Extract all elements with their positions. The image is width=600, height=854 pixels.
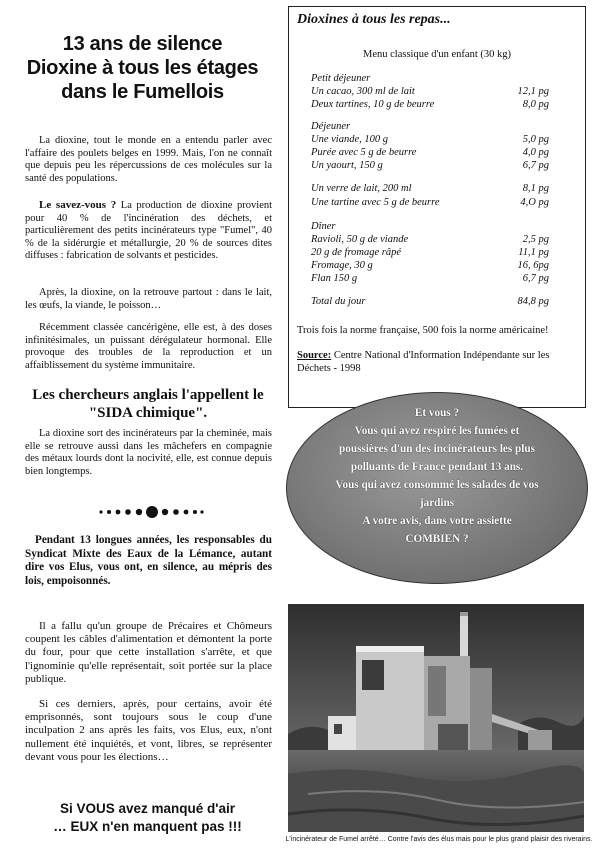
- savez-vous-paragraph: [25, 199, 272, 263]
- incinerator-photo: [288, 604, 584, 832]
- oval-line: jardins: [419, 497, 455, 509]
- menu-row-value: [489, 121, 549, 134]
- menu-source: [297, 349, 579, 375]
- menu-row-value: 8,0 pg: [522, 99, 549, 110]
- pendant-paragraph: Pendant 13 longues années, les responsables du Syndicat Mixte des Eaux de la Lémance, autant dire vos Elus, vous ont, en silence, au mépris des lois, empoisonnés.: [25, 534, 272, 587]
- menu-row-value: 2,5 pg: [522, 234, 549, 245]
- menu-row-value: 11,1 pg: [518, 247, 549, 258]
- menu-row-label: Une tartine avec 5 g de beurre: [311, 197, 440, 208]
- menu-row-value: 8,1 pg: [522, 183, 549, 194]
- menu-row-label: Fromage, 30 g: [311, 260, 373, 271]
- menu-row-label: Ravioli, 50 g de viande: [311, 234, 409, 245]
- oval-line: Vous qui avez respiré les fumées et: [354, 425, 520, 437]
- oval-text: [300, 404, 574, 548]
- menu-row-label: Un verre de lait, 200 ml: [311, 183, 412, 194]
- oval-line: Vous qui avez consommé les salades de vos: [335, 479, 539, 491]
- oval-line: poussières d'un des incinérateurs les plus: [339, 443, 535, 455]
- menu-box: [288, 6, 586, 408]
- oval-line: Et vous ?: [414, 407, 460, 419]
- menu-subtitle: Menu classique d'un enfant (30 kg): [363, 49, 511, 60]
- menu-section-header: [311, 73, 549, 86]
- menu-row-value: 12,1 pg: [517, 86, 549, 97]
- menu-row-label: Flan 150 g: [311, 273, 358, 284]
- menu-row: [311, 86, 549, 99]
- menu-row-value: 16, 6pg: [517, 260, 549, 271]
- menu-row-value: 4,O pg: [520, 197, 549, 208]
- menu-total-row: [311, 296, 549, 309]
- apres-paragraph: Après, la dioxine, on la retrouve partout : dans le lait, les œufs, la viande, le poisson…: [25, 287, 272, 311]
- source-text: Centre National d'Information Indépendante sur les Déchets - 1998: [297, 350, 550, 374]
- page-title: [20, 32, 265, 104]
- menu-row-label: Une viande, 100 g: [311, 134, 388, 145]
- title-line: 13 ans de silence: [62, 33, 223, 55]
- slogan: [20, 800, 275, 836]
- intro-paragraph: La dioxine, tout le monde en a entendu parler avec l'affaire des poulets belges en 1999. Mais, l'on ne connaît que depuis peu les répercussions de ces molécules sur la santé des populations.: [25, 135, 272, 184]
- menu-row-label: Un yaourt, 150 g: [311, 160, 383, 171]
- menu-row-label: 20 g de fromage râpé: [311, 247, 402, 258]
- savez-vous-text: La production de dioxine provient pour 40 % de l'incinération des déchets, et particulièrement des petits incinérateurs type "Fumel", 40 % de la sidérurgie et métallurgie, 20 % de sources dites diffuses : fabrication de solvants et pesticides.: [25, 200, 273, 262]
- incinerateur-paragraph: La dioxine sort des incinérateurs par la cheminée, mais elle se retrouve aussi dans les mâchefers en compagnie des métaux lourds dont la nocivité, elle, est connue depuis bien longtemps.: [25, 428, 272, 477]
- norm-text: Trois fois la norme française, 500 fois la norme américaine!: [297, 325, 549, 336]
- menu-section-header: [311, 221, 549, 234]
- cancer-paragraph: Récemment classée cancérigène, elle est, à des doses infinitésimales, un puissant dérégulateur hormonal. Elle provoque des troubles de la reproduction et un affaiblissement du système immunitaire.: [25, 322, 272, 371]
- precaires-paragraph: Il a fallu qu'un groupe de Précaires et Chômeurs coupent les câbles d'alimentation et démontent la porte du four, pour que cette installation s'arrête, et que l'ignominie qu'elle représentait, soit portée sur la place publique.: [25, 620, 272, 685]
- menu-row-value: 6,7 pg: [522, 160, 549, 171]
- menu-row-label: Petit déjeuner: [311, 73, 371, 84]
- menu-row-label: Deux tartines, 10 g de beurre: [311, 99, 435, 110]
- menu-row-value: [489, 73, 549, 86]
- menu-row: [311, 273, 549, 286]
- menu-row-label: Total du jour: [311, 296, 366, 307]
- slogan-line-2: … EUX n'en manquent pas !!!: [53, 819, 242, 834]
- menu-row: [311, 247, 549, 260]
- oval-line: polluants de France pendant 13 ans.: [350, 461, 524, 473]
- menu-row-value: [489, 221, 549, 234]
- menu-row: [311, 134, 549, 147]
- menu-row-value: 6,7 pg: [522, 273, 549, 284]
- title-line: dans le Fumellois: [61, 81, 224, 103]
- heading-sida: Les chercheurs anglais l'appellent le "SIDA chimique".: [32, 387, 264, 421]
- menu-row-value: 84,8 pg: [517, 296, 549, 307]
- menu-title: Dioxines à tous les repas...: [297, 12, 451, 27]
- menu-row-label: Déjeuner: [311, 121, 351, 132]
- oval-line: COMBIEN ?: [405, 533, 469, 545]
- photo-caption: L'incinérateur de Fumel arrêté… Contre l'avis des élus mais pour le plus grand plaisir des riverains.: [285, 836, 593, 843]
- menu-row-label: Purée avec 5 g de beurre: [311, 147, 417, 158]
- menu-row: [311, 147, 549, 160]
- source-label: Source:: [297, 350, 332, 361]
- slogan-line-1: Si VOUS avez manqué d'air: [59, 801, 236, 816]
- menu-row: [311, 183, 549, 196]
- bullet-separator-icon: [95, 505, 205, 519]
- menu-section-header: [311, 121, 549, 134]
- menu-row-value: 4,0 pg: [522, 147, 549, 158]
- title-line: Dioxine à tous les étages: [26, 57, 259, 79]
- menu-row: [311, 197, 549, 210]
- menu-row: [311, 234, 549, 247]
- menu-row-label: Un cacao, 300 ml de lait: [311, 86, 415, 97]
- menu-row-label: Dîner: [311, 221, 336, 232]
- oval-line: A votre avis, dans votre assiette: [362, 515, 512, 527]
- menu-row: [311, 260, 549, 273]
- menu-row-value: 5,0 pg: [522, 134, 549, 145]
- savez-vous-lead: Le savez-vous ?: [39, 199, 117, 211]
- menu-row: [311, 160, 549, 173]
- menu-row: [311, 99, 549, 112]
- derniers-paragraph: Si ces derniers, après, pour certains, avoir été emprisonnés, sont toujours sous le coup d'une inculpation 2 ans après les faits, vos Elus, eux, n'ont nullement été inquiétés, et vont, libres, se représenter devant vous pour les élections…: [25, 698, 272, 763]
